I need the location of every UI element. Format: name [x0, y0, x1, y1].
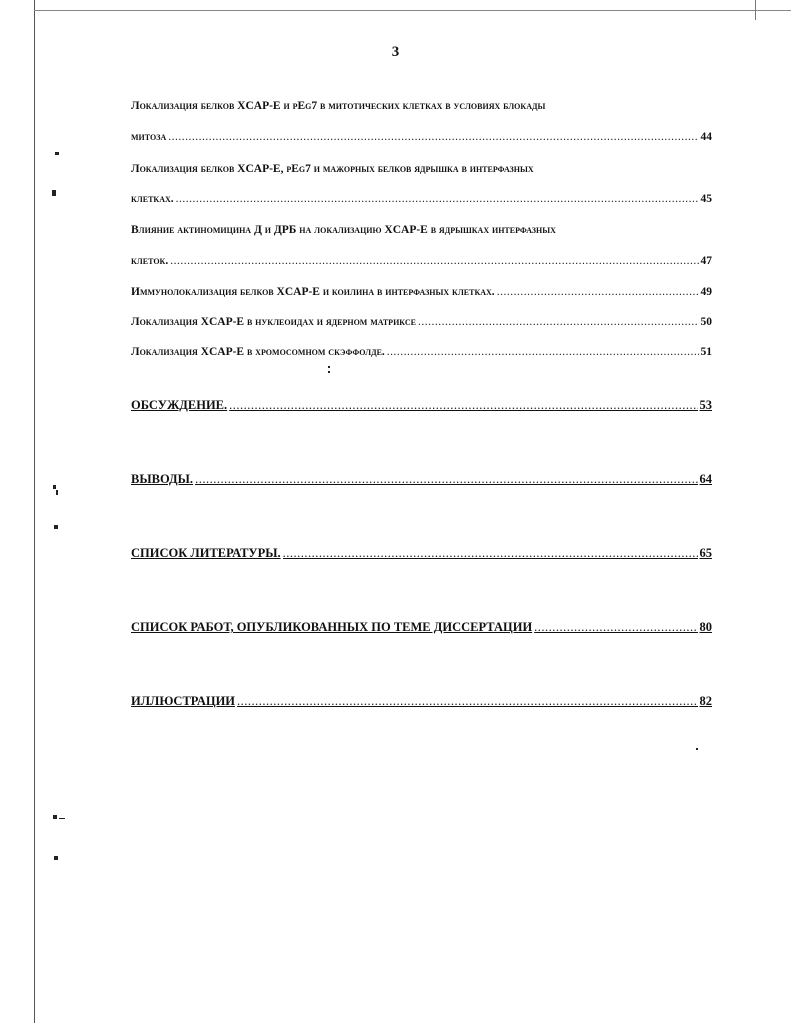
dot-leader [387, 346, 699, 358]
dot-leader [170, 255, 698, 267]
page-edge-right [755, 0, 756, 20]
scan-speck [54, 856, 58, 860]
scan-speck [53, 815, 57, 819]
toc-section-text: ИЛЛЮСТРАЦИИ [131, 694, 236, 708]
toc-section-conclusions[interactable] [131, 472, 712, 487]
toc-entry-4[interactable] [131, 286, 712, 298]
toc-entry-1-line-2[interactable] [131, 131, 712, 143]
toc-section-publications[interactable] [131, 620, 712, 635]
toc-section-illustrations[interactable] [131, 694, 712, 709]
toc-entry-text: Локализация XCAP-E в хромосомном скэффолде. [131, 346, 385, 358]
toc-entry-3-line-2[interactable] [131, 255, 712, 267]
toc-page-number: 64 [699, 472, 712, 486]
dot-leader [168, 131, 698, 143]
toc-page-number: 51 [700, 346, 712, 358]
toc-section-text: ОБСУЖДЕНИЕ. [131, 398, 228, 412]
scan-speck [59, 818, 65, 819]
dot-leader [237, 694, 697, 709]
toc-entry-2-line-1: Локализация белков XCAP-E, pEg7 и мажорных белков ядрышка в интерфазных [131, 163, 534, 175]
toc-section-text: СПИСОК ЛИТЕРАТУРЫ. [131, 546, 281, 560]
dot-leader [195, 472, 697, 487]
toc-page-number: 49 [700, 286, 712, 298]
scan-speck [56, 490, 58, 495]
page-number: 3 [391, 44, 400, 60]
toc-entry-text: клетках. [131, 193, 174, 205]
toc-entry-text: Иммунолокализация белков XCAP-E и коилина в интерфазных клетках. [131, 286, 495, 298]
toc-page-number: 50 [700, 316, 712, 328]
toc-section-text: СПИСОК РАБОТ, ОПУБЛИКОВАННЫХ ПО ТЕМЕ ДИССЕРТАЦИИ [131, 620, 533, 634]
toc-page-number: 45 [700, 193, 712, 205]
dot-leader [283, 546, 698, 561]
dot-leader [418, 316, 698, 328]
toc-page-number: 44 [700, 131, 712, 143]
dot-leader [176, 193, 699, 205]
scan-speck [696, 748, 698, 750]
page-edge-left [34, 0, 35, 1023]
toc-entry-3-line-1: Влияние актиномицина Д и ДРБ на локализацию XCAP-E в ядрышках интерфазных [131, 224, 556, 236]
scan-speck [53, 485, 56, 489]
dot-leader [497, 286, 699, 298]
scan-speck [328, 371, 330, 373]
scan-speck [52, 190, 56, 196]
dot-leader [229, 398, 697, 413]
toc-page-number: 80 [699, 620, 712, 634]
scan-speck [54, 525, 58, 529]
toc-entry-6[interactable] [131, 346, 712, 358]
toc-page-number: 82 [699, 694, 712, 708]
toc-entry-5[interactable] [131, 316, 712, 328]
toc-section-text: ВЫВОДЫ. [131, 472, 194, 486]
toc-section-discussion[interactable] [131, 398, 712, 413]
scan-speck [55, 152, 59, 155]
dot-leader [534, 620, 697, 635]
toc-page-number: 47 [700, 255, 712, 267]
toc-section-references[interactable] [131, 546, 712, 561]
page-edge-top [34, 10, 791, 11]
toc-entry-2-line-2[interactable] [131, 193, 712, 205]
toc-entry-text: митоза [131, 131, 167, 143]
scan-speck [328, 366, 330, 368]
toc-entry-text: клеток. [131, 255, 169, 267]
toc-page-number: 65 [699, 546, 712, 560]
toc-entry-1-line-1: Локализация белков XCAP-E и pEg7 в митотических клетках в условиях блокады [131, 100, 546, 112]
toc-entry-text: Локализация XCAP-E в нуклеоидах и ядерном матриксе [131, 316, 417, 328]
toc-page-number: 53 [699, 398, 712, 412]
